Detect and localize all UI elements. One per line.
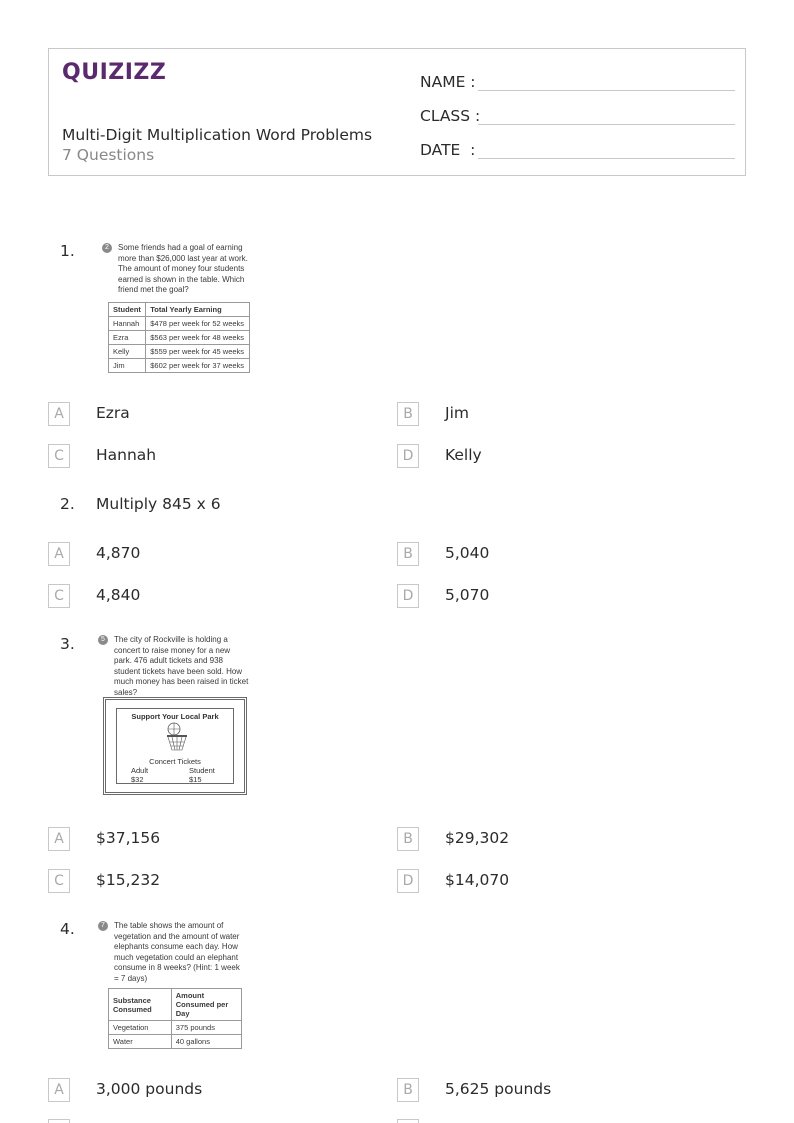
option-text: Hannah	[96, 446, 157, 464]
option-text: 5,625 pounds	[445, 1080, 552, 1098]
consumption-table	[108, 988, 242, 1049]
question-number: 3.	[60, 635, 75, 653]
option-letter: B	[397, 542, 419, 566]
class-label: CLASS :	[420, 107, 481, 125]
table-row	[109, 316, 250, 330]
option-letter: A	[48, 542, 70, 566]
table-row	[109, 358, 250, 372]
table-cell: Vegetation	[109, 1021, 172, 1035]
option-text: 4,840	[96, 586, 141, 604]
table-row	[109, 330, 250, 344]
question-image	[98, 921, 248, 1049]
adult-ticket	[131, 766, 148, 784]
problem-text: Some friends had a goal of earning more than $26,000 last year at work. The amount of money four students earned is shown in the table. Which friend met the goal?	[118, 243, 248, 294]
option-letter: A	[48, 827, 70, 851]
earnings-table	[108, 302, 250, 373]
ticket-image	[103, 697, 247, 795]
question-number: 1.	[60, 242, 75, 260]
table-cell: Kelly	[109, 344, 146, 358]
problem-text: The city of Rockville is holding a concert to raise money for a new park. 476 adult tickets and 938 student tickets have been sold. How much money has been raised in ticket sales?	[114, 635, 249, 697]
problem-text: The table shows the amount of vegetation and the amount of water elephants consume each day. How much vegetation could an elephant consume in 8 weeks? (Hint: 1 week = 7 days)	[114, 921, 240, 983]
name-line	[478, 90, 735, 91]
option-text: 4,870	[96, 544, 141, 562]
table-header: Total Yearly Earning	[146, 302, 250, 316]
worksheet-header	[48, 48, 746, 176]
option-letter: D	[397, 584, 419, 608]
option-letter: C	[48, 444, 70, 468]
question-text: Multiply 845 x 6	[96, 495, 221, 513]
problem-badge: 2	[102, 243, 112, 253]
basketball-hoop-icon	[165, 722, 189, 752]
ticket-subtitle: Concert Tickets	[149, 757, 201, 766]
question-image	[102, 243, 254, 373]
option-text: $29,302	[445, 829, 510, 847]
date-label: DATE :	[420, 141, 476, 159]
table-cell: Ezra	[109, 330, 146, 344]
adult-label: Adult	[131, 766, 149, 775]
worksheet-title: Multi-Digit Multiplication Word Problems	[62, 126, 373, 144]
student-label: Student	[189, 766, 215, 775]
table-row	[109, 1035, 242, 1049]
question-number: 2.	[60, 495, 75, 513]
adult-price: $32	[131, 775, 144, 784]
class-field	[420, 101, 735, 125]
option-text: $37,156	[96, 829, 161, 847]
table-cell: Jim	[109, 358, 146, 372]
problem-badge: 7	[98, 921, 108, 931]
problem-badge: 5	[98, 635, 108, 645]
question-number: 4.	[60, 920, 75, 938]
table-cell: $602 per week for 37 weeks	[146, 358, 250, 372]
table-row	[109, 1021, 242, 1035]
student-ticket	[189, 766, 215, 784]
option-letter-box	[397, 1119, 419, 1123]
table-cell: $478 per week for 52 weeks	[146, 316, 250, 330]
option-letter: C	[48, 869, 70, 893]
ticket-border	[116, 708, 234, 784]
ticket-title: Support Your Local Park	[131, 712, 219, 721]
option-letter: B	[397, 827, 419, 851]
table-cell: Hannah	[109, 316, 146, 330]
student-price: $15	[189, 775, 202, 784]
option-letter: C	[48, 584, 70, 608]
table-cell: 375 pounds	[171, 1021, 241, 1035]
table-header: Amount Consumed per Day	[171, 989, 241, 1021]
table-row	[109, 344, 250, 358]
option-text: 3,000 pounds	[96, 1080, 203, 1098]
question-image	[98, 635, 254, 698]
date-field	[420, 135, 735, 159]
question-count: 7 Questions	[62, 146, 155, 164]
option-letter: B	[397, 402, 419, 426]
option-text: Jim	[445, 404, 469, 422]
table-header: Student	[109, 302, 146, 316]
table-cell: $559 per week for 45 weeks	[146, 344, 250, 358]
class-line	[478, 124, 735, 125]
option-letter-box	[48, 1119, 70, 1123]
date-line	[478, 158, 735, 159]
quizizz-logo: QUIZIZZ	[62, 60, 167, 85]
option-letter: A	[48, 1078, 70, 1102]
table-cell: 40 gallons	[171, 1035, 241, 1049]
option-letter: A	[48, 402, 70, 426]
option-text: 5,070	[445, 586, 490, 604]
table-cell: $563 per week for 48 weeks	[146, 330, 250, 344]
option-letter: B	[397, 1078, 419, 1102]
option-text: Kelly	[445, 446, 482, 464]
name-field	[420, 67, 735, 91]
option-text: $15,232	[96, 871, 161, 889]
name-label: NAME :	[420, 73, 476, 91]
option-letter: D	[397, 444, 419, 468]
table-header: Substance Consumed	[109, 989, 172, 1021]
option-text: 5,040	[445, 544, 490, 562]
option-text: $14,070	[445, 871, 510, 889]
option-letter: D	[397, 869, 419, 893]
table-cell: Water	[109, 1035, 172, 1049]
option-text: Ezra	[96, 404, 130, 422]
